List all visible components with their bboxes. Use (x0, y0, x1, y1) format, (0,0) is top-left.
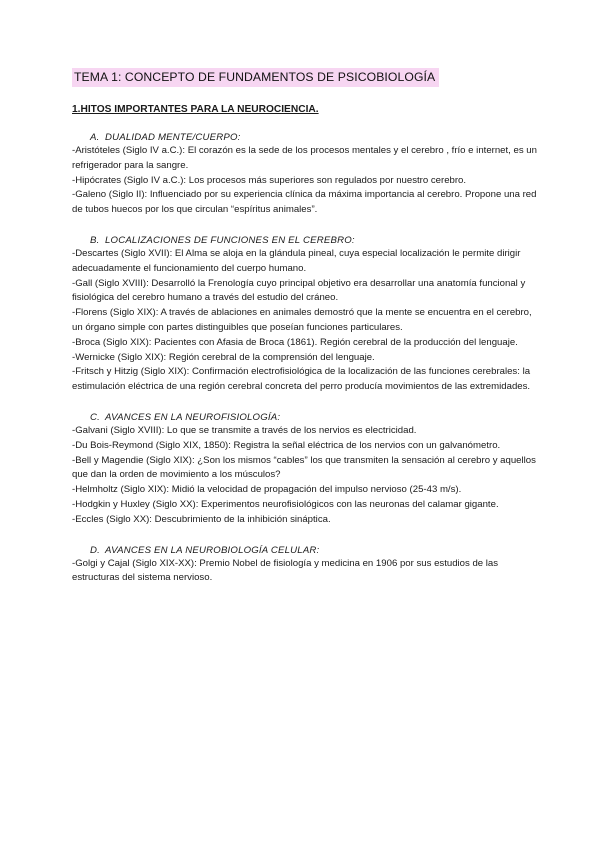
subsection-letter: C. (90, 411, 100, 423)
subsection-title: DUALIDAD MENTE/CUERPO: (105, 132, 241, 143)
subsection (72, 132, 540, 218)
section-heading: 1.HITOS IMPORTANTES PARA LA NEUROCIENCIA. (72, 104, 319, 115)
entry-paragraph: -Golgi y Cajal (Siglo XIX-XX): Premio Nobel de fisiología y medicina en 1906 por sus estudios de las estructuras del sistema nervioso. (72, 557, 499, 584)
entry-paragraph: -Fritsch y Hitzig (Siglo XIX): Confirmación electrofisiológica de la localización de las funciones cerebrales: la estimulación eléctrica de una región cerebral concreta del perro producía movimientos de las extremidades. (72, 366, 531, 393)
subsection (72, 545, 540, 587)
subsection (72, 235, 540, 395)
subsection (72, 412, 540, 528)
entry-paragraph: -Bell y Magendie (Siglo XIX): ¿Son los mismos “cables” los que transmiten la sensación al cerebro y aquellos que dan la orden de movimiento a los músculos? (72, 454, 536, 481)
document-title: TEMA 1: CONCEPTO DE FUNDAMENTOS DE PSICOBIOLOGÍA (72, 68, 439, 87)
entry-paragraph: -Wernicke (Siglo XIX): Región cerebral de la comprensión del lenguaje. (72, 351, 375, 363)
entry-list (72, 247, 540, 395)
subsection-heading (72, 235, 540, 247)
subsection-title: LOCALIZACIONES DE FUNCIONES EN EL CEREBRO: (105, 234, 355, 246)
entry-paragraph: -Aristóteles (Siglo IV a.C.): El corazón es la sede de los procesos mentales y el cerebro , frío e internet, es un refrigerador para la sangre. (72, 145, 537, 171)
subsection-title: AVANCES EN LA NEUROBIOLOGÍA CELULAR: (105, 544, 320, 556)
entry-paragraph: -Galvani (Siglo XVIII): Lo que se transmite a través de los nervios es electricidad. (72, 424, 417, 436)
subsections-container (72, 132, 540, 586)
entry-list (72, 144, 540, 218)
subsection-letter: D. (90, 544, 100, 556)
entry-paragraph: -Galeno (Siglo II): Influenciado por su experiencia clínica da máxima importancia al cerebro. Propone una red de tubos huecos por los que circulan “espíritus animales”. (72, 189, 537, 216)
entry-paragraph: -Du Bois-Reymond (Siglo XIX, 1850): Registra la señal eléctrica de los nervios con un galvanómetro. (72, 439, 501, 451)
subsection-heading (72, 412, 540, 424)
entry-paragraph: -Descartes (Siglo XVII): El Alma se aloja en la glándula pineal, cuya especial localización le permite dirigir adecuadamente el funcionamiento del cuerpo humano. (72, 247, 521, 274)
subsection-heading (72, 545, 540, 557)
entry-paragraph: -Broca (Siglo XIX): Pacientes con Afasia de Broca (1861). Región cerebral de la producción del lenguaje. (72, 336, 518, 348)
entry-paragraph: -Helmholtz (Siglo XIX): Midió la velocidad de propagación del impulso nervioso (25-43 m/s). (72, 484, 462, 496)
entry-paragraph: -Hodgkin y Huxley (Siglo XX): Experimentos neurofisiológicos con las neuronas del calamar gigante. (72, 498, 499, 510)
entry-paragraph: -Hipócrates (Siglo IV a.C.): Los procesos más superiores son regulados por nuestro cerebro. (72, 174, 467, 186)
entry-list (72, 424, 540, 528)
subsection-letter: B. (90, 234, 100, 246)
subsection-letter: A. (90, 132, 100, 143)
entry-list (72, 557, 540, 587)
subsection-heading (72, 132, 540, 144)
entry-paragraph: -Eccles (Siglo XX): Descubrimiento de la inhibición sináptica. (72, 513, 331, 525)
entry-paragraph: -Gall (Siglo XVIII): Desarrolló la Frenología cuyo principal objetivo era desarrollar una anatomía funcional y fisiológica del cerebro humano a través del estudio del cráneo. (72, 277, 526, 304)
entry-paragraph: -Florens (Siglo XIX): A través de ablaciones en animales demostró que la mente se encuentra en el cerebro, un órgano simple con partes distinguibles que poseían funciones particulares. (72, 307, 532, 333)
subsection-title: AVANCES EN LA NEUROFISIOLOGÍA: (105, 411, 281, 423)
